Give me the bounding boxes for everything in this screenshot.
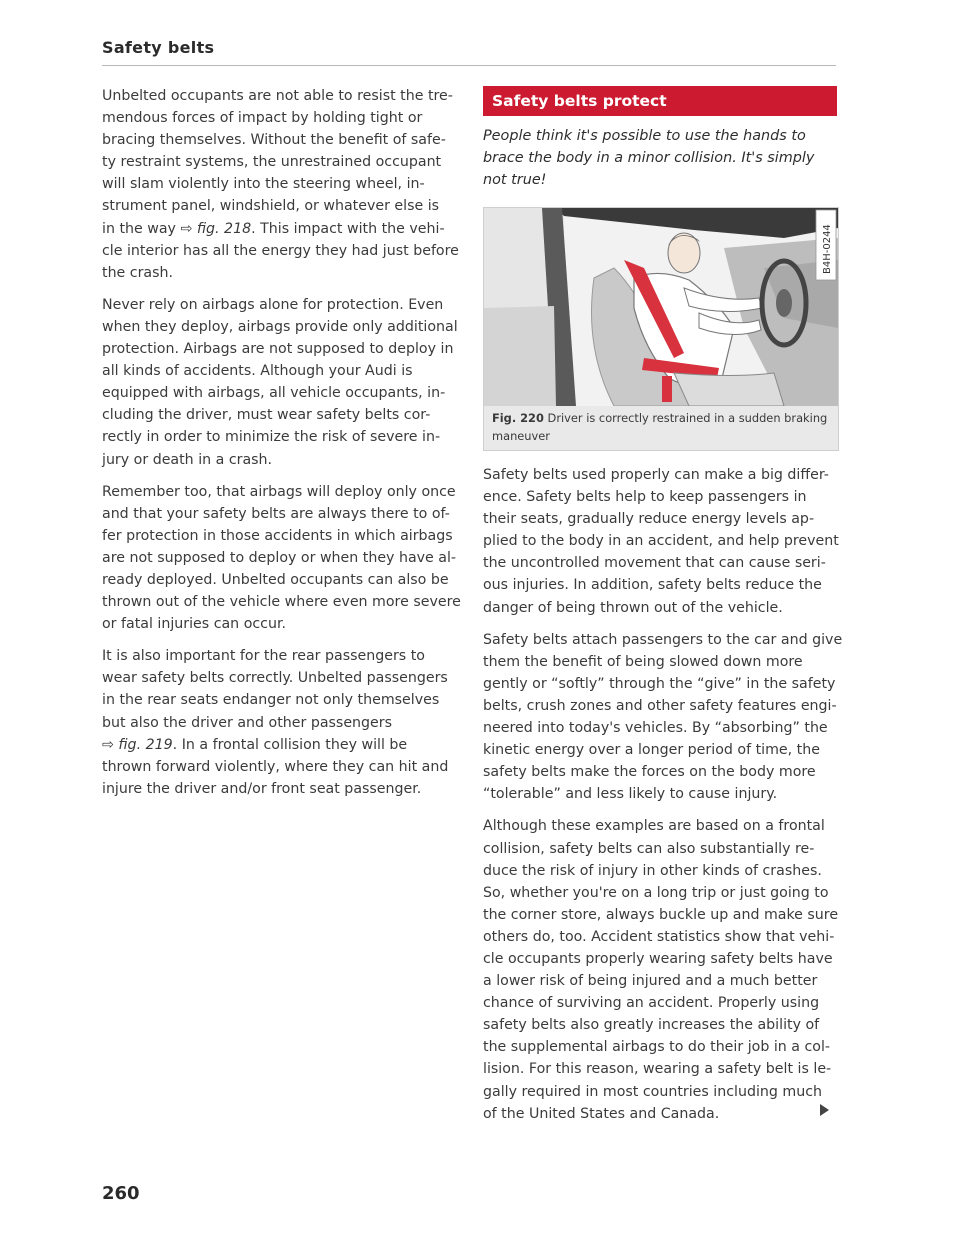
text-fragment: . In a frontal collision they will be: [172, 736, 408, 753]
text-line: of the United States and Canada.: [483, 1105, 720, 1122]
text-line: cluding the driver, must wear safety belts cor-: [102, 407, 431, 424]
text-line: but also the driver and other passengers: [102, 714, 392, 731]
page-number: 260: [102, 1183, 140, 1204]
figure-220: [483, 207, 839, 451]
text-line: So, whether you're on a long trip or just going to: [483, 884, 829, 901]
text-line: plied to the body in an accident, and help prevent: [483, 533, 839, 550]
text-line: duce the risk of injury in other kinds of crashes.: [483, 862, 822, 879]
text-line: Safety belts used properly can make a big differ-: [483, 467, 829, 483]
text-line: chance of surviving an accident. Properly using: [483, 995, 820, 1012]
text-line: the uncontrolled movement that can cause seri-: [483, 555, 826, 572]
text-line: It is also important for the rear passengers to: [102, 648, 425, 665]
text-line: cle interior has all the energy they had just before: [102, 242, 459, 259]
text-line: belts, crush zones and other safety features engi-: [483, 697, 837, 714]
text-line: collision, safety belts can also substantially re-: [483, 840, 815, 857]
figure-caption: [484, 406, 838, 450]
text-line: them the benefit of being slowed down more: [483, 653, 803, 670]
text-line: ty restraint systems, the unrestrained occupant: [102, 154, 442, 171]
figure-label: Fig. 220: [492, 411, 544, 425]
text-line: jury or death in a crash.: [102, 451, 273, 468]
text-line: [102, 218, 458, 240]
text-line: rectly in order to minimize the risk of severe in-: [102, 429, 441, 446]
paragraph-rear-passengers: [102, 645, 458, 800]
text-line: protection. Airbags are not supposed to deploy in: [102, 341, 454, 358]
text-line: lision. For this reason, wearing a safety belt is le-: [483, 1061, 832, 1078]
paragraph-big-difference: [483, 464, 837, 619]
text-line: cle occupants properly wearing safety belts have: [483, 950, 833, 967]
text-line: Unbelted occupants are not able to resist the tre-: [102, 88, 453, 104]
text-line: all kinds of accidents. Although your Audi is: [102, 363, 413, 380]
continue-arrow-icon: [820, 1104, 829, 1116]
text-line: or fatal injuries can occur.: [102, 616, 286, 633]
driver-illustration: [484, 208, 838, 406]
text-line: the corner store, always buckle up and make sure: [483, 906, 839, 923]
text-line: safety belts also greatly increases the ability of: [483, 1017, 820, 1034]
left-column: [102, 85, 461, 810]
text-line: Never rely on airbags alone for protection. Even: [102, 296, 444, 313]
text-line: wear safety belts correctly. Unbelted passengers: [102, 670, 448, 687]
text-line: thrown forward violently, where they can hit and: [102, 758, 449, 775]
text-line: gally required in most countries including much: [483, 1083, 823, 1100]
text-line: Safety belts attach passengers to the car and give: [483, 631, 843, 648]
text-line: bracing themselves. Without the benefit of safe-: [102, 132, 446, 149]
right-column: [483, 85, 843, 1135]
text-line: “tolerable” and less likely to cause injury.: [483, 786, 778, 803]
text-line: safety belts make the forces on the body more: [483, 764, 816, 781]
text-line: gently or “softly” through the “give” in the safety: [483, 675, 836, 692]
text-line: when they deploy, airbags provide only additional: [102, 318, 458, 335]
text-line: and that your safety belts are always there to of-: [102, 505, 450, 522]
paragraph-deploy-once: [102, 481, 461, 636]
text-line: brace the body in a minor collision. It's simply: [483, 150, 815, 166]
text-line: mendous forces of impact by holding tight or: [102, 110, 423, 127]
text-line: in the rear seats endanger not only themselves: [102, 692, 440, 709]
text-line: People think it's possible to use the hands to: [483, 128, 806, 144]
right-body: [483, 464, 843, 1125]
caption-text: Driver is correctly restrained in a sudden braking: [543, 411, 828, 425]
text-line: neered into today's vehicles. By “absorbing” the: [483, 720, 828, 737]
paragraph-airbags: [102, 294, 458, 471]
text-line: are not supposed to deploy or when they have al-: [102, 549, 457, 566]
paragraph-impact: [102, 85, 458, 284]
text-line: ous injuries. In addition, safety belts reduce the: [483, 577, 822, 594]
text-line: equipped with airbags, all vehicle occupants, in-: [102, 385, 446, 402]
text-line: injure the driver and/or front seat passenger.: [102, 780, 422, 797]
page-title: Safety belts: [102, 38, 215, 57]
text-line: [102, 734, 458, 756]
text-line: a lower risk of being injured and a much better: [483, 973, 818, 990]
lead-text: [483, 125, 837, 191]
text-line: their seats, gradually reduce energy levels ap-: [483, 511, 815, 528]
figure-code: B4H-0244: [822, 224, 833, 274]
text-line: others do, too. Accident statistics show that vehi-: [483, 928, 835, 945]
text-line: ready deployed. Unbelted occupants can also be: [102, 571, 449, 588]
text-line: the supplemental airbags to do their job in a col-: [483, 1039, 831, 1056]
text-line: ence. Safety belts help to keep passengers in: [483, 489, 807, 506]
text-line: not true!: [483, 172, 547, 188]
text-line: Although these examples are based on a frontal: [483, 818, 825, 835]
belt-buckle: [662, 376, 672, 402]
caption-text: maneuver: [492, 428, 550, 443]
section-heading: Safety belts protect: [483, 86, 837, 116]
paragraph-frontal-collision: [483, 815, 837, 1124]
paragraph-softly: [483, 629, 843, 806]
text-fragment: in the way: [102, 220, 181, 237]
text-line: Remember too, that airbags will deploy only once: [102, 483, 456, 500]
page-header: [102, 38, 836, 66]
text-line: will slam violently into the steering wheel, in-: [102, 176, 425, 193]
text-fragment: . This impact with the vehi-: [251, 220, 445, 237]
text-line: danger of being thrown out of the vehicle.: [483, 599, 783, 616]
text-line: the crash.: [102, 264, 174, 281]
figure-reference-link[interactable]: ⇨ fig. 218: [180, 220, 252, 237]
text-line: kinetic energy over a longer period of time, the: [483, 742, 820, 759]
text-line: fer protection in those accidents in which airbags: [102, 527, 453, 544]
text-line: thrown out of the vehicle where even more severe: [102, 594, 461, 611]
figure-reference-link[interactable]: ⇨ fig. 219: [102, 736, 173, 753]
text-line: strument panel, windshield, or whatever else is: [102, 198, 440, 215]
